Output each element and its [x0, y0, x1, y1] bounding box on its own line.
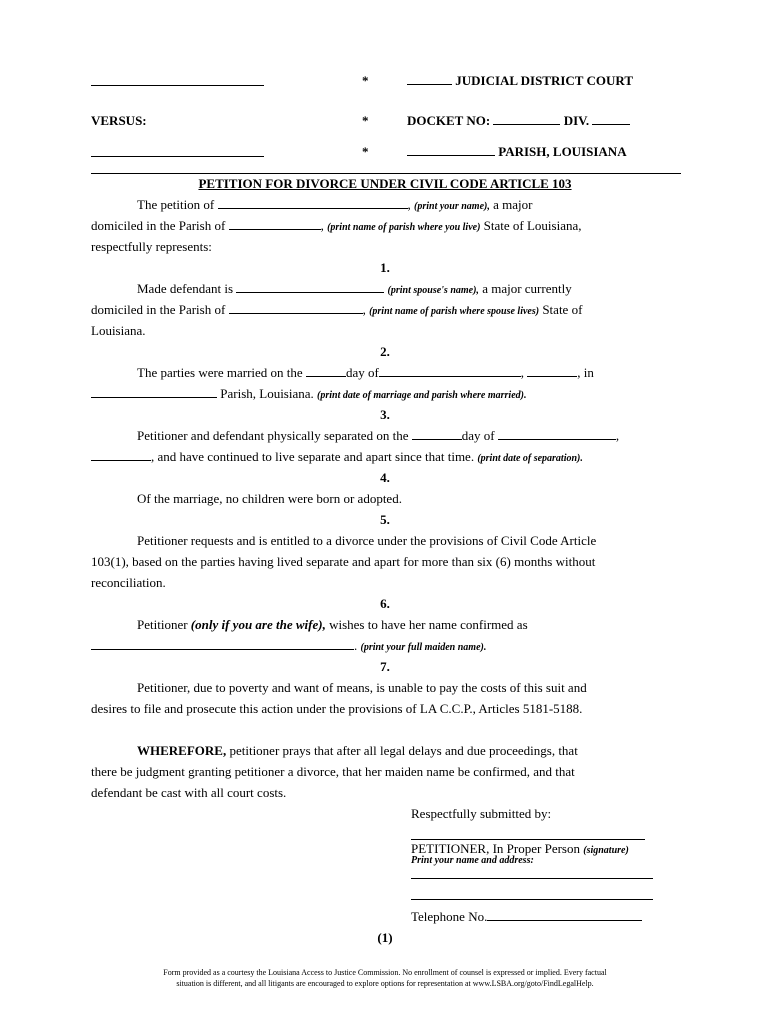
- wherefore-text: petitioner prays that after all legal delays and due proceedings, that: [229, 743, 578, 758]
- parish-label: PARISH, LOUISIANA: [498, 144, 627, 159]
- parish-line: [407, 144, 627, 160]
- comma: ,: [320, 218, 324, 233]
- p3-line-2: [91, 449, 583, 465]
- p1-line-1: [137, 281, 572, 297]
- marriage-year-blank[interactable]: [527, 365, 577, 377]
- marriage-parish-blank[interactable]: [91, 386, 217, 398]
- spouse-parish-blank[interactable]: [229, 302, 363, 314]
- intro-line-1: [137, 197, 532, 213]
- p2-text: Parish, Louisiana.: [220, 386, 314, 401]
- plaintiff-name-blank[interactable]: [91, 73, 264, 91]
- p7-line-2: desires to file and prosecute this action under the provisions of LA C.C.P., Articles 5181-5188.: [91, 701, 583, 716]
- paragraph-number-4: 4.: [380, 470, 390, 485]
- print-marriage-note: (print date of marriage and parish where married).: [317, 390, 527, 401]
- caption-star-3: *: [362, 144, 369, 159]
- telephone-line: [411, 909, 642, 925]
- p1-text: domiciled in the Parish of: [91, 302, 226, 317]
- submitted-by: Respectfully submitted by:: [411, 806, 552, 821]
- comma: ,: [362, 302, 366, 317]
- petitioner-label: PETITIONER, In Proper Person: [411, 841, 580, 856]
- separation-year-blank[interactable]: [91, 449, 151, 461]
- docket-line: [407, 113, 630, 129]
- p3-text: , and have continued to live separate and apart since that time.: [151, 449, 475, 464]
- footer-line-2: situation is different, and all litigants are encouraged to explore options for representation at www.LSBA.org/goto/FindLegalHelp.: [176, 979, 594, 988]
- marriage-day-blank[interactable]: [306, 365, 346, 377]
- wherefore-label: WHEREFORE,: [137, 743, 227, 758]
- div-label: DIV.: [563, 113, 590, 128]
- p6-text: wishes to have her name confirmed as: [329, 617, 528, 632]
- page-number: (1): [377, 930, 393, 945]
- paragraph-number-6: 6.: [380, 596, 390, 611]
- p1-text: a major currently: [482, 281, 572, 296]
- p2-text: day of: [345, 365, 379, 380]
- paragraph-number-7: 7.: [380, 659, 390, 674]
- defendant-name-blank[interactable]: [91, 144, 264, 162]
- paragraph-number-3: 3.: [380, 407, 390, 422]
- separation-day-blank[interactable]: [412, 428, 462, 440]
- signature-line[interactable]: [411, 839, 645, 840]
- comma: ,: [520, 365, 525, 380]
- wife-only-note: (only if you are the wife),: [190, 617, 326, 632]
- petitioner-name-blank[interactable]: [218, 197, 408, 209]
- caption-star-2: *: [362, 113, 369, 128]
- spouse-name-blank[interactable]: [236, 281, 384, 293]
- versus-label: VERSUS:: [91, 113, 147, 128]
- parish-blank[interactable]: [407, 144, 495, 156]
- wherefore-line-2: there be judgment granting petitioner a divorce, that her maiden name be confirmed, and that: [91, 764, 575, 779]
- footer-line-1: Form provided as a courtesy the Louisiana Access to Justice Commission. No enrollment of counsel is expressed or implied. Every factual: [163, 968, 607, 977]
- p6-text: Petitioner: [137, 617, 188, 632]
- p1-text: State of: [542, 302, 583, 317]
- address-line-2[interactable]: [411, 899, 653, 900]
- p6-line-1: [137, 617, 528, 633]
- p1-text: Made defendant is: [137, 281, 234, 296]
- p6-line-2: [91, 638, 486, 654]
- p1-line-3: Louisiana.: [91, 323, 146, 338]
- intro-line-2: [91, 218, 582, 234]
- print-spouse-parish-note: (print name of parish where spouse lives): [369, 306, 540, 317]
- court-label: JUDICIAL DISTRICT COURT: [455, 73, 633, 88]
- document-title: PETITION FOR DIVORCE UNDER CIVIL CODE ARTICLE 103: [198, 176, 572, 191]
- p5-line-3: reconciliation.: [91, 575, 166, 590]
- print-maiden-note: (print your full maiden name).: [360, 642, 487, 653]
- intro-text: The petition of: [137, 197, 215, 212]
- petitioner-parish-blank[interactable]: [229, 218, 321, 230]
- telephone-blank[interactable]: [487, 909, 642, 921]
- maiden-name-blank[interactable]: [91, 638, 354, 650]
- p4-text: Of the marriage, no children were born or adopted.: [137, 491, 402, 506]
- print-spouse-note: (print spouse's name),: [387, 285, 479, 296]
- intro-line-3: respectfully represents:: [91, 239, 212, 254]
- intro-text: domiciled in the Parish of: [91, 218, 226, 233]
- comma: ,: [407, 197, 411, 212]
- print-separation-note: (print date of separation).: [477, 453, 583, 464]
- print-name-address-note: Print your name and address:: [411, 855, 534, 866]
- p3-text: Petitioner and defendant physically separated on the: [137, 428, 409, 443]
- intro-text: a major: [493, 197, 533, 212]
- div-blank[interactable]: [592, 113, 630, 125]
- period: .: [354, 638, 358, 653]
- p2-text: , in: [577, 365, 594, 380]
- p2-text: The parties were married on the: [137, 365, 303, 380]
- p5-line-2: 103(1), based on the parties having lived separate and apart for more than six (6) months without: [91, 554, 596, 569]
- p2-line-1: [137, 365, 594, 381]
- intro-text: State of Louisiana,: [483, 218, 582, 233]
- p3-text: day of: [461, 428, 495, 443]
- comma: ,: [615, 428, 620, 443]
- caption-star-1: *: [362, 73, 369, 88]
- paragraph-number-1: 1.: [380, 260, 390, 275]
- telephone-label: Telephone No.: [411, 909, 488, 924]
- address-line-1[interactable]: [411, 878, 653, 879]
- caption-divider: [91, 173, 681, 174]
- print-parish-note: (print name of parish where you live): [327, 222, 481, 233]
- district-number-blank[interactable]: [407, 73, 452, 85]
- separation-month-blank[interactable]: [498, 428, 616, 440]
- signature-note: (signature): [583, 845, 629, 856]
- p7-line-1: Petitioner, due to poverty and want of means, is unable to pay the costs of this suit and: [137, 680, 587, 695]
- docket-number-blank[interactable]: [493, 113, 560, 125]
- wherefore-line-1: [137, 743, 578, 759]
- print-name-note: (print your name),: [414, 201, 490, 212]
- marriage-month-blank[interactable]: [379, 365, 521, 377]
- p5-line-1: Petitioner requests and is entitled to a divorce under the provisions of Civil Code Article: [137, 533, 597, 548]
- p1-line-2: [91, 302, 582, 318]
- paragraph-number-5: 5.: [380, 512, 390, 527]
- docket-label: DOCKET NO:: [407, 113, 491, 128]
- paragraph-number-2: 2.: [380, 344, 390, 359]
- court-line: [407, 73, 633, 89]
- p2-line-2: [91, 386, 526, 402]
- wherefore-line-3: defendant be cast with all court costs.: [91, 785, 287, 800]
- p3-line-1: [137, 428, 619, 444]
